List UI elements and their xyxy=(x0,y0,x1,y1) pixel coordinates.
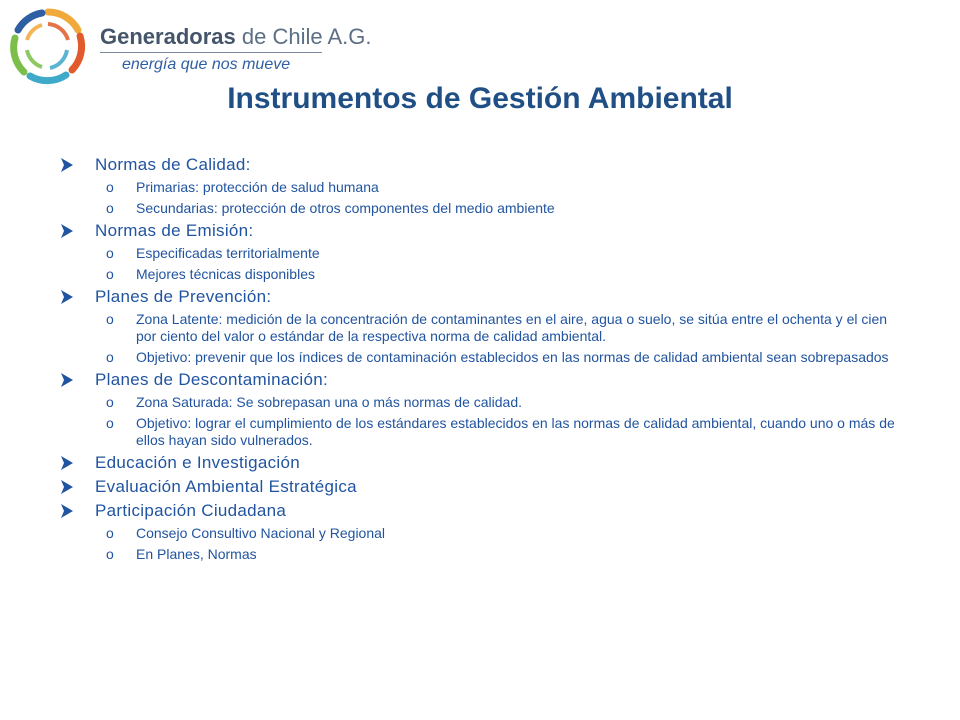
list-item-text: Objetivo: prevenir que los índices de contaminación establecidos en las normas de calidad ambiental sean sobrepasados xyxy=(136,349,889,365)
logo-tagline: energía que nos mueve xyxy=(122,56,291,73)
section-heading: Normas de Emisión: xyxy=(95,221,254,240)
list-item-text: Especificadas territorialmente xyxy=(136,245,320,261)
circle-bullet-icon: o xyxy=(106,179,114,195)
list-item xyxy=(60,415,896,449)
circle-bullet-icon: o xyxy=(106,546,114,562)
list-item-text: Zona Latente: medición de la concentración de contaminantes en el aire, agua o suelo, se sitúa entre el ochenta y el cien por ciento del valor o estándar de la respectiva norma de calidad ambiental. xyxy=(136,311,888,344)
section-planes-descontaminacion xyxy=(60,370,920,390)
list-item xyxy=(60,179,896,196)
list-item-text: Primarias: protección de salud humana xyxy=(136,179,379,195)
logo-brand-rest: de Chile A.G. xyxy=(241,24,372,49)
section-normas-calidad xyxy=(60,155,920,175)
list-item-text: Secundarias: protección de otros componentes del medio ambiente xyxy=(136,200,555,216)
logo-text xyxy=(100,24,372,74)
logo-mark-icon xyxy=(8,6,88,86)
section-evaluacion xyxy=(60,477,920,497)
circle-bullet-icon: o xyxy=(106,415,114,431)
section-heading: Planes de Descontaminación: xyxy=(95,370,329,389)
circle-bullet-icon: o xyxy=(106,266,114,282)
slide-title: Instrumentos de Gestión Ambiental xyxy=(227,82,733,115)
list-item-text: Mejores técnicas disponibles xyxy=(136,266,315,282)
list-item-text: Consejo Consultivo Nacional y Regional xyxy=(136,525,386,541)
list-item xyxy=(60,200,896,217)
circle-bullet-icon: o xyxy=(106,394,114,410)
circle-bullet-icon: o xyxy=(106,311,114,327)
arrow-bullet-icon xyxy=(60,455,74,471)
arrow-bullet-icon xyxy=(60,503,74,519)
list-item xyxy=(60,266,896,283)
section-educacion xyxy=(60,453,920,473)
list-item xyxy=(60,525,896,542)
arrow-bullet-icon xyxy=(60,157,74,173)
arrow-bullet-icon xyxy=(60,479,74,495)
logo-brand-name xyxy=(100,24,372,50)
circle-bullet-icon: o xyxy=(106,245,114,261)
circle-bullet-icon: o xyxy=(106,349,114,365)
section-normas-emision xyxy=(60,221,920,241)
section-heading: Planes de Prevención: xyxy=(95,287,272,306)
list-item xyxy=(60,311,896,345)
circle-bullet-icon: o xyxy=(106,525,114,541)
section-participacion xyxy=(60,501,920,521)
logo-divider xyxy=(100,52,322,53)
section-heading: Normas de Calidad: xyxy=(95,155,251,174)
section-heading: Participación Ciudadana xyxy=(95,501,287,520)
list-item xyxy=(60,245,896,262)
slide-content xyxy=(60,155,920,567)
list-item xyxy=(60,546,896,563)
section-heading: Evaluación Ambiental Estratégica xyxy=(95,477,357,496)
section-planes-prevencion xyxy=(60,287,920,307)
list-item-text: Objetivo: lograr el cumplimiento de los estándares establecidos en las normas de calidad ambiental, cuando uno o más de ellos hayan sido vulnerados. xyxy=(136,415,895,448)
section-heading: Educación e Investigación xyxy=(95,453,301,472)
circle-bullet-icon: o xyxy=(106,200,114,216)
arrow-bullet-icon xyxy=(60,223,74,239)
list-item-text: Zona Saturada: Se sobrepasan una o más normas de calidad. xyxy=(136,394,523,410)
list-item-text: En Planes, Normas xyxy=(136,546,257,562)
company-logo xyxy=(8,6,372,88)
arrow-bullet-icon xyxy=(60,289,74,305)
list-item xyxy=(60,394,896,411)
list-item xyxy=(60,349,896,366)
logo-brand-bold: Generadoras xyxy=(100,24,236,49)
arrow-bullet-icon xyxy=(60,372,74,388)
